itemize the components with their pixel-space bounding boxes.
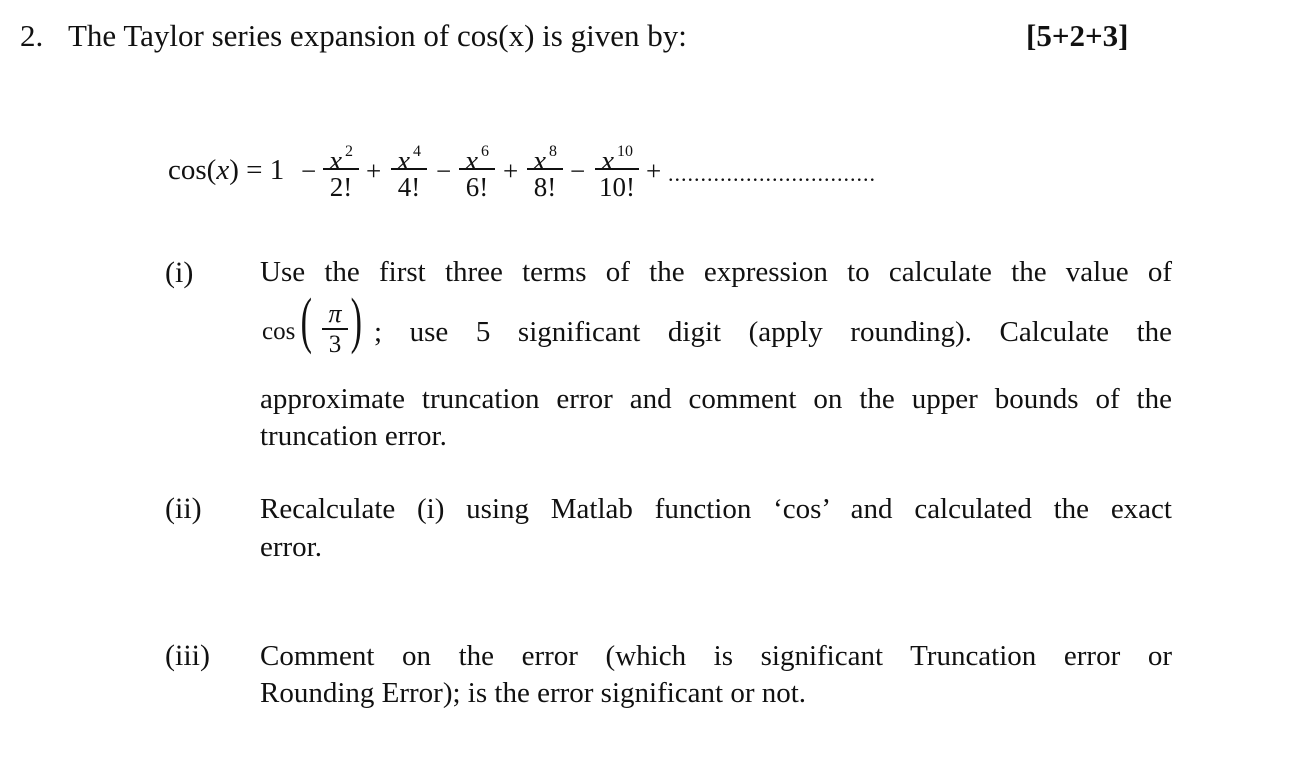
formula-term: x $^8$ 8! bbox=[522, 136, 568, 204]
question-marks: [5+2+3] bbox=[1026, 18, 1129, 53]
part-text: Comment on the error (which is significant Truncation error or bbox=[260, 640, 1172, 672]
formula-sign: − bbox=[436, 156, 452, 186]
part-text: Rounding Error); is the error significant or not. bbox=[260, 677, 807, 709]
left-paren: ( bbox=[300, 287, 313, 355]
cos-label: cos bbox=[262, 318, 296, 345]
part-text: error. bbox=[260, 531, 322, 563]
question-number: 2. bbox=[20, 18, 44, 53]
formula-trailing-sign: + bbox=[646, 156, 662, 186]
part-text: approximate truncation error and comment on the upper bounds of the bbox=[260, 383, 1172, 415]
formula-term: x $^4$ 4! bbox=[386, 136, 432, 204]
part-text: Recalculate (i) using Matlab function ‘cos’ and calculated the exact bbox=[260, 493, 1172, 525]
taylor-series-formula bbox=[0, 0, 1292, 240]
formula-sign: + bbox=[366, 156, 382, 186]
part-text: ; use 5 significant digit (apply rounding). Calculate the bbox=[374, 316, 1172, 348]
formula-term: x $^{10}$ 10! bbox=[590, 136, 644, 204]
question-title: The Taylor series expansion of cos(x) is given by: bbox=[68, 18, 687, 53]
part-label: (i) bbox=[165, 256, 194, 289]
right-paren: ) bbox=[350, 287, 363, 355]
formula-lhs: cos(x) = 1 bbox=[168, 154, 285, 186]
part-label: (iii) bbox=[165, 639, 210, 672]
formula-term: x $^6$ 6! bbox=[454, 136, 500, 204]
part-label: (ii) bbox=[165, 492, 202, 525]
formula-term: x $^2$ 2! bbox=[318, 136, 364, 204]
formula-ellipsis: ................................ bbox=[668, 161, 876, 186]
part-text: truncation error. bbox=[260, 420, 447, 452]
formula-sign: + bbox=[503, 156, 519, 186]
part-text: Use the first three terms of the expression to calculate the value of bbox=[260, 256, 1172, 288]
pi-over-3: π 3 bbox=[320, 300, 350, 360]
formula-sign: − bbox=[301, 156, 317, 186]
formula-sign: − bbox=[570, 156, 586, 186]
